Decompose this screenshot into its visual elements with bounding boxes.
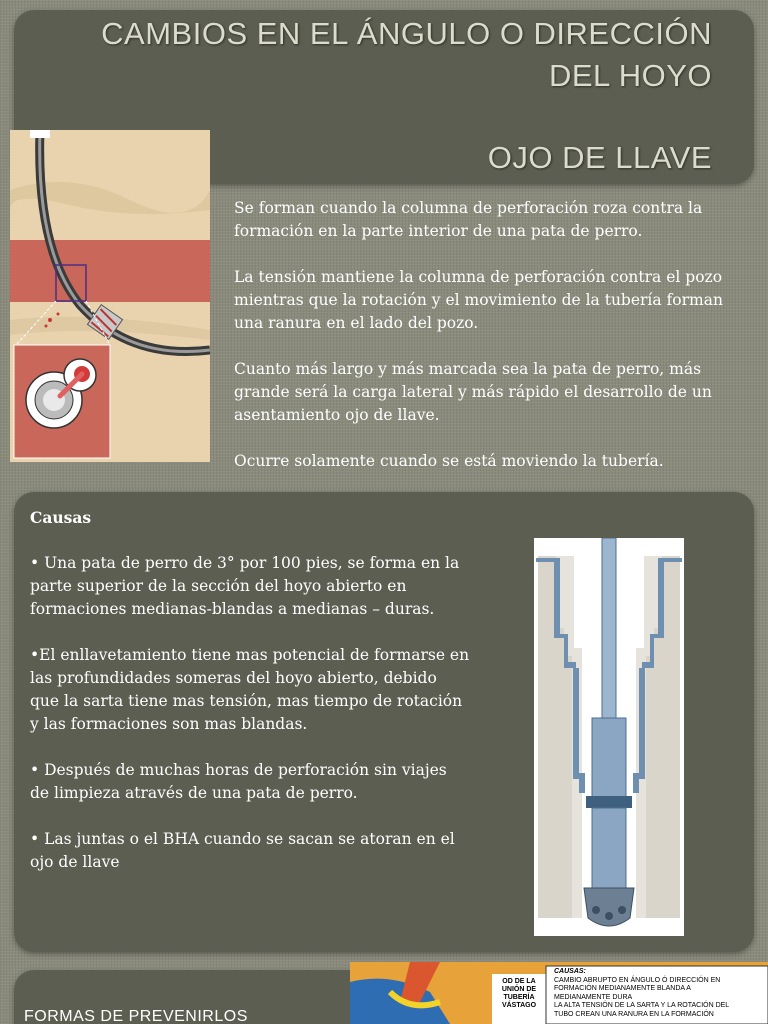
- causes-box-text: CAUSAS: CAMBIO ABRUPTO EN ÁNGULO Ó DIRECCIÓN EN FORMACIÓN MEDIANAMENTE BLANDA A MEDIANAMENTE DURA LA ALTA TENSIÓN DE LA SARTA Y LA ROTACIÓN DEL TUBO CREAN UNA RANURA EN LA FORMACIÓN: [554, 968, 730, 1018]
- causes-text: [30, 506, 470, 897]
- keyseat-illustration: [10, 130, 210, 462]
- label-box-text: OD DE LA UNIÓN DE TUBERÍA VÁSTAGO: [501, 978, 537, 1009]
- page-title-line-2: DEL HOYO: [548, 58, 712, 93]
- cause-item: • Después de muchas horas de perforación sin viajes de limpieza através de una pata de perro.: [30, 761, 447, 802]
- causes-heading: Causas: [30, 508, 92, 527]
- bit-sub: [592, 808, 626, 888]
- bha-illustration: [534, 538, 684, 936]
- drill-collar: [592, 718, 626, 798]
- red-formation-layer: [10, 240, 210, 302]
- intro-paragraph: Se forman cuando la columna de perforación roza contra la formación en la parte interior de una pata de perro.: [234, 199, 703, 240]
- page-title-line-1: CAMBIOS EN EL ÁNGULO O DIRECCIÓN: [101, 16, 712, 51]
- section-title: OJO DE LLAVE: [487, 140, 712, 175]
- cause-item: • Las juntas o el BHA cuando se sacan se atoran en el ojo de llave: [30, 830, 455, 871]
- keyseat-causes-diagram: [350, 962, 768, 1024]
- intro-paragraph: Cuanto más largo y más marcada sea la pata de perro, más grande será la carga lateral y más rápido el desarrollo de un asentamiento ojo de llave.: [234, 360, 712, 424]
- pipe-top-cap: [30, 130, 50, 138]
- drill-string: [602, 538, 616, 728]
- intro-text: [234, 197, 754, 473]
- cause-item: • Una pata de perro de 3° por 100 pies, se forma en la parte superior de la sección del hoyo abierto en formaciones medianas-blandas a medianas – duras.: [30, 554, 460, 618]
- intro-paragraph: Ocurre solamente cuando se está moviendo la tubería.: [234, 452, 664, 470]
- drill-bit: [584, 888, 634, 926]
- intro-paragraph: La tensión mantiene la columna de perforación contra el pozo mientras que la rotación y el movimiento de la tubería forman una ranura en el lado del pozo.: [234, 268, 723, 332]
- prevention-heading: FORMAS DE PREVENIRLOS: [24, 1008, 248, 1024]
- cause-item: •El enllavetamiento tiene mas potencial de formarse en las profundidades someras del hoyo abierto, debido que la sarta tiene mas tensión, mas tiempo de rotación y las formaciones son mas blandas.: [30, 646, 470, 733]
- stabilizer: [586, 796, 632, 808]
